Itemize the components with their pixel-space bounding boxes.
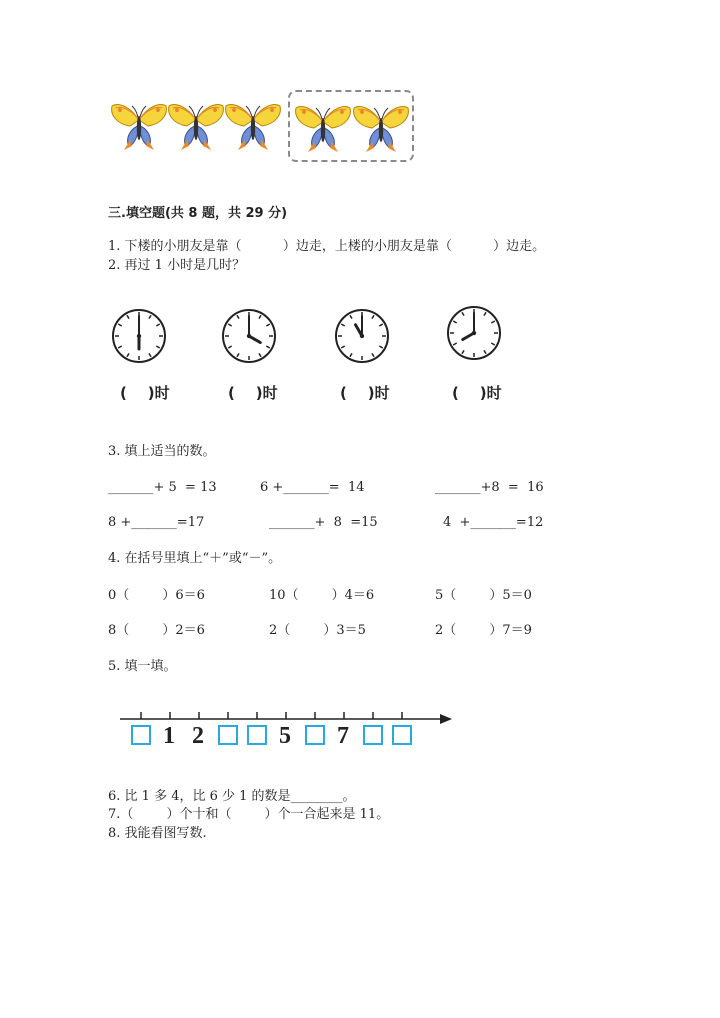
equation: 2（ ）7＝9 [435, 623, 532, 638]
clock-answer-label: ( )时 [228, 384, 278, 402]
clock-answer-label: ( )时 [340, 384, 390, 402]
section-title: 三.填空题(共 8 题，共 29 分) [108, 206, 288, 221]
answer-box[interactable] [363, 725, 383, 745]
butterfly-icon [167, 100, 225, 152]
clock-icon [111, 308, 167, 364]
clock-center [472, 331, 476, 335]
question-4: 4. 在括号里填上“＋”或“－”。 [108, 551, 282, 566]
butterfly-icon [294, 102, 352, 154]
answer-box[interactable] [305, 725, 325, 745]
clock-icon [334, 308, 390, 364]
equation: _______+ 8 =15 [269, 515, 378, 530]
clock-answer-label: ( )时 [120, 384, 170, 402]
clock-center [360, 334, 364, 338]
question-7: 7.（ ）个十和（ ）个一合起来是 11。 [108, 807, 390, 822]
butterfly-icon [224, 100, 282, 152]
clock-center [247, 334, 251, 338]
number-line-number: 1 [163, 723, 175, 749]
question-2: 2. 再过 1 小时是几时？ [108, 258, 246, 273]
equation: 6 +_______= 14 [260, 480, 365, 495]
question-3: 3. 填上适当的数。 [108, 444, 216, 459]
number-line-number: 5 [279, 723, 291, 749]
butterfly-icon [110, 100, 168, 152]
number-line-number: 2 [192, 723, 204, 749]
clock-answer-label: ( )时 [452, 384, 502, 402]
question-5: 5. 填一填。 [108, 659, 177, 674]
equation: _______+8 = 16 [435, 480, 544, 495]
question-1: 1. 下楼的小朋友是靠（ ）边走，上楼的小朋友是靠（ ）边走。 [108, 239, 546, 254]
question-6: 6. 比 1 多 4，比 6 少 1 的数是________。 [108, 789, 356, 804]
clock-icon [221, 308, 277, 364]
number-line-number: 7 [337, 723, 349, 749]
equation: 8（ ）2＝6 [108, 623, 205, 638]
question-8: 8. 我能看图写数. [108, 826, 207, 841]
answer-box[interactable] [131, 725, 151, 745]
equation: 0（ ）6＝6 [108, 588, 205, 603]
answer-box[interactable] [218, 725, 238, 745]
equation: 8 +_______=17 [108, 515, 205, 530]
answer-box[interactable] [392, 725, 412, 745]
equation: 2（ ）3＝5 [269, 623, 366, 638]
equation: 4 +_______=12 [443, 515, 544, 530]
clock-center [137, 334, 141, 338]
equation: 5（ ）5＝0 [435, 588, 532, 603]
answer-box[interactable] [247, 725, 267, 745]
butterfly-icon [352, 102, 410, 154]
equation: 10（ ）4＝6 [269, 588, 375, 603]
clock-icon [446, 305, 502, 361]
equation: _______+ 5 = 13 [108, 480, 217, 495]
